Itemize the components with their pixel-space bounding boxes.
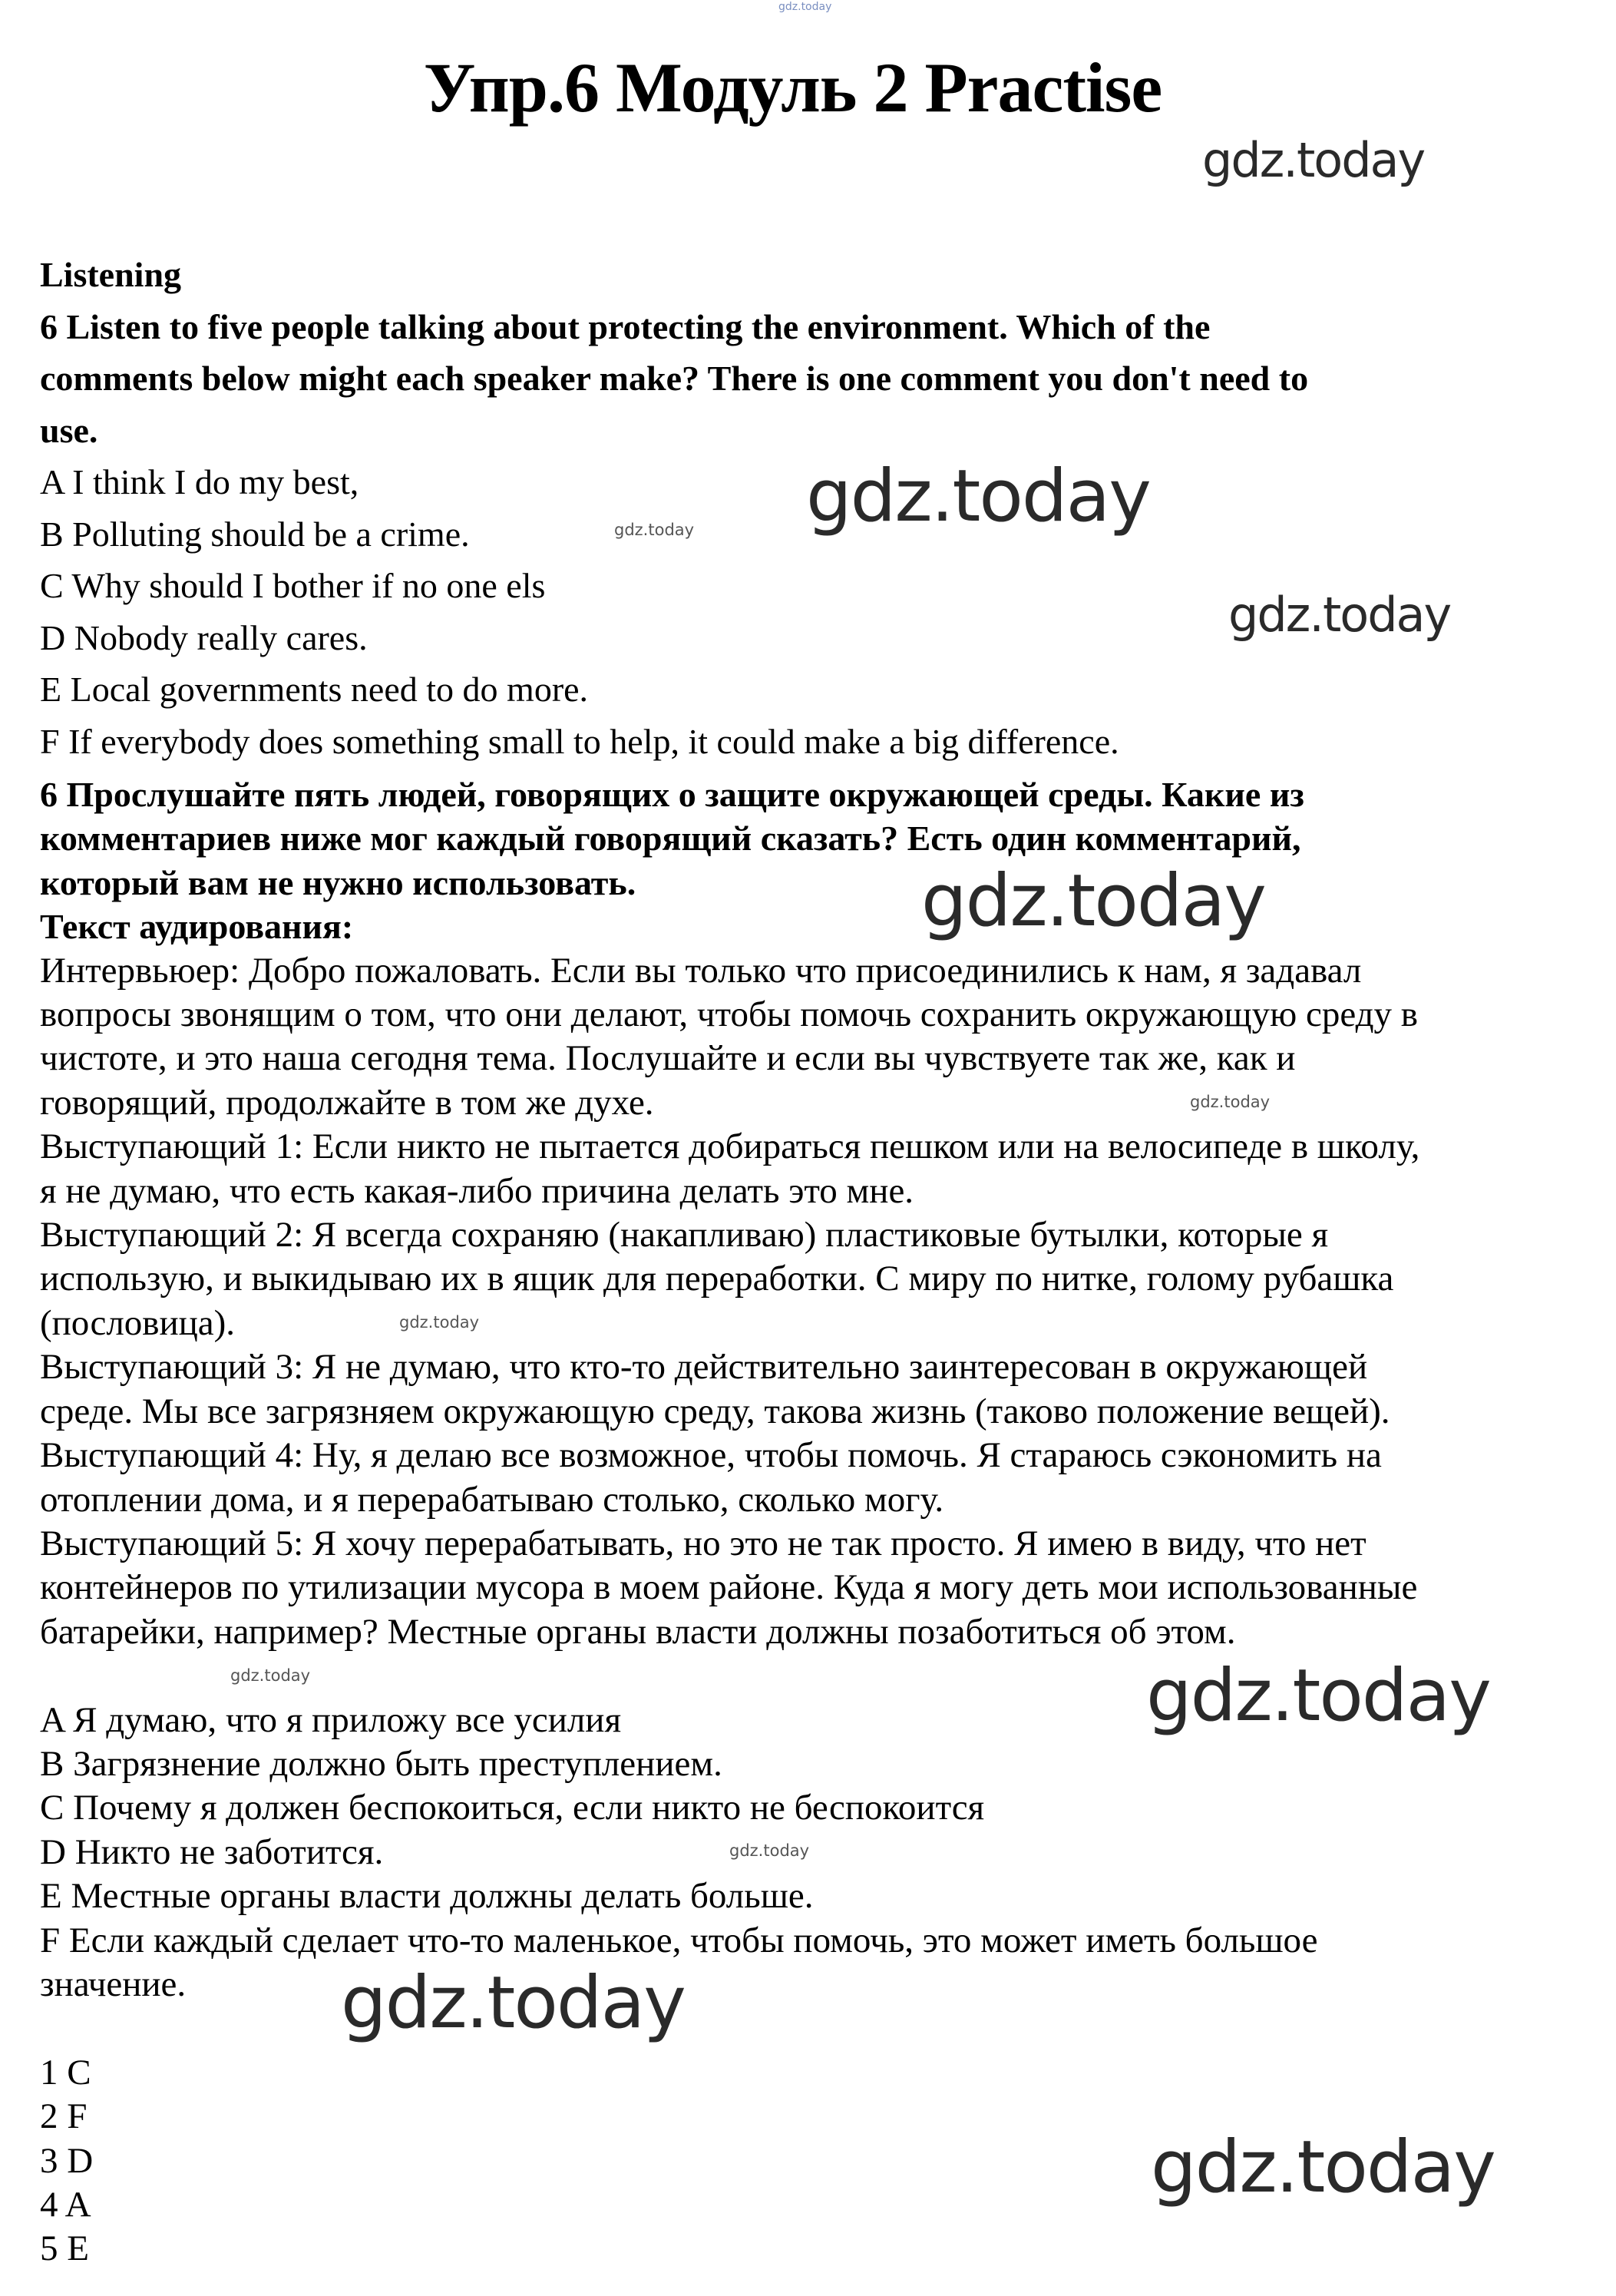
watermark: gdz.today xyxy=(341,1961,685,2045)
option-line: B Polluting should be a crime. xyxy=(40,514,470,554)
transcript-line: я не думаю, что есть какая-либо причина делать это мне. xyxy=(40,1170,914,1211)
transcript-line: Интервьюер: Добро пожаловать. Если вы только что присоединились к нам, я задавал xyxy=(40,950,1362,991)
transcript-line: (пословица). xyxy=(40,1302,236,1343)
watermark: gdz.today xyxy=(1228,587,1451,643)
transcript-heading: Текст аудирования: xyxy=(40,907,354,947)
transcript-line: Выступающий 3: Я не думаю, что кто-то действительно заинтересован в окружающей xyxy=(40,1347,1368,1388)
option-line: E Местные органы власти должны делать больше. xyxy=(40,1876,814,1917)
russian-section xyxy=(40,773,1591,2271)
section-heading: Listening xyxy=(40,255,182,294)
russian-options xyxy=(40,1699,1591,2007)
page-title: Упр.6 Модуль 2 Practise xyxy=(423,48,1162,127)
option-line: E Local governments need to do more. xyxy=(40,670,589,709)
transcript-line: чистоте, и это наша сегодня тема. Послушайте и если вы чувствуете так же, как и xyxy=(40,1038,1296,1079)
answer-line: 1 C xyxy=(40,2052,91,2093)
task-line: 6 Прослушайте пять людей, говорящих о защите окружающей среды. Какие из xyxy=(40,775,1304,814)
answer-line: 2 F xyxy=(40,2096,88,2137)
option-line: A I think I do my best, xyxy=(40,462,359,501)
task-line: комментариев ниже мог каждый говорящий сказать? Есть один комментарий, xyxy=(40,819,1301,859)
task-line: use. xyxy=(40,410,98,450)
answer-line: 5 E xyxy=(40,2228,89,2269)
transcript-line: Выступающий 1: Если никто не пытается добираться пешком или на велосипеде в школу, xyxy=(40,1126,1420,1167)
answer-line: 3 D xyxy=(40,2140,94,2181)
option-line: значение. xyxy=(40,1964,187,2004)
option-line: F Если каждый сделает что-то маленькое, чтобы помочь, это может иметь большое xyxy=(40,1920,1318,1960)
option-line: D Nobody really cares. xyxy=(40,617,368,657)
english-task xyxy=(40,301,1591,457)
russian-task xyxy=(40,773,1591,905)
watermark: gdz.today xyxy=(729,1841,810,1860)
spacer xyxy=(40,2007,1591,2050)
option-line: C Почему я должен беспокоиться, если никто не беспокоится xyxy=(40,1788,985,1828)
option-line: F If everybody does something small to help, it could make a big difference. xyxy=(40,721,1119,761)
transcript-line: использую, и выкидываю их в ящик для переработки. С миру по нитке, голому рубашка xyxy=(40,1259,1394,1299)
transcript-line: батарейки, например? Местные органы власти должны позаботиться об этом. xyxy=(40,1611,1236,1652)
option-line: D Никто не заботится. xyxy=(40,1831,384,1872)
transcript-line: Выступающий 5: Я хочу перерабатывать, но это не так просто. Я имею в виду, что нет xyxy=(40,1523,1366,1563)
option-line: C Why should I bother if no one els xyxy=(40,566,546,605)
transcript-line: Выступающий 2: Я всегда сохраняю (накапливаю) пластиковые бутылки, которые я xyxy=(40,1215,1329,1256)
watermark-top: gdz.today xyxy=(778,1,832,13)
watermark: gdz.today xyxy=(806,455,1150,538)
transcript-line: отоплении дома, и я перерабатываю столько, сколько могу. xyxy=(40,1479,944,1520)
watermark: gdz.today xyxy=(1202,132,1425,188)
watermark: gdz.today xyxy=(1190,1093,1271,1111)
watermark: gdz.today xyxy=(921,859,1265,943)
task-line: который вам не нужно использовать. xyxy=(40,862,636,902)
watermark: gdz.today xyxy=(399,1313,480,1332)
option-line: B Загрязнение должно быть преступлением. xyxy=(40,1743,722,1784)
transcript-line: говорящий, продолжайте в том же духе. xyxy=(40,1082,654,1123)
transcript-line: среде. Мы все загрязняем окружающую среду, такова жизнь (таково положение вещей). xyxy=(40,1391,1390,1431)
task-line: comments below might each speaker make? There is one comment you don't need to xyxy=(40,359,1309,398)
transcript-line: вопросы звонящим о том, что они делают, чтобы помочь сохранить окружающую среду в xyxy=(40,994,1418,1035)
watermark: gdz.today xyxy=(614,521,695,539)
answer-line: 4 A xyxy=(40,2184,91,2225)
transcript-line: Выступающий 4: Ну, я делаю все возможное, чтобы помочь. Я стараюсь сэкономить на xyxy=(40,1435,1382,1476)
watermark: gdz.today xyxy=(1146,1654,1490,1738)
transcript xyxy=(40,949,1591,1655)
watermark: gdz.today xyxy=(230,1666,311,1685)
task-line: 6 Listen to five people talking about protecting the environment. Which of the xyxy=(40,306,1211,346)
watermark: gdz.today xyxy=(1151,2126,1495,2209)
transcript-line: контейнеров по утилизации мусора в моем районе. Куда я могу деть мои использованные xyxy=(40,1567,1418,1608)
option-line: A Я думаю, что я приложу все усилия xyxy=(40,1699,622,1740)
